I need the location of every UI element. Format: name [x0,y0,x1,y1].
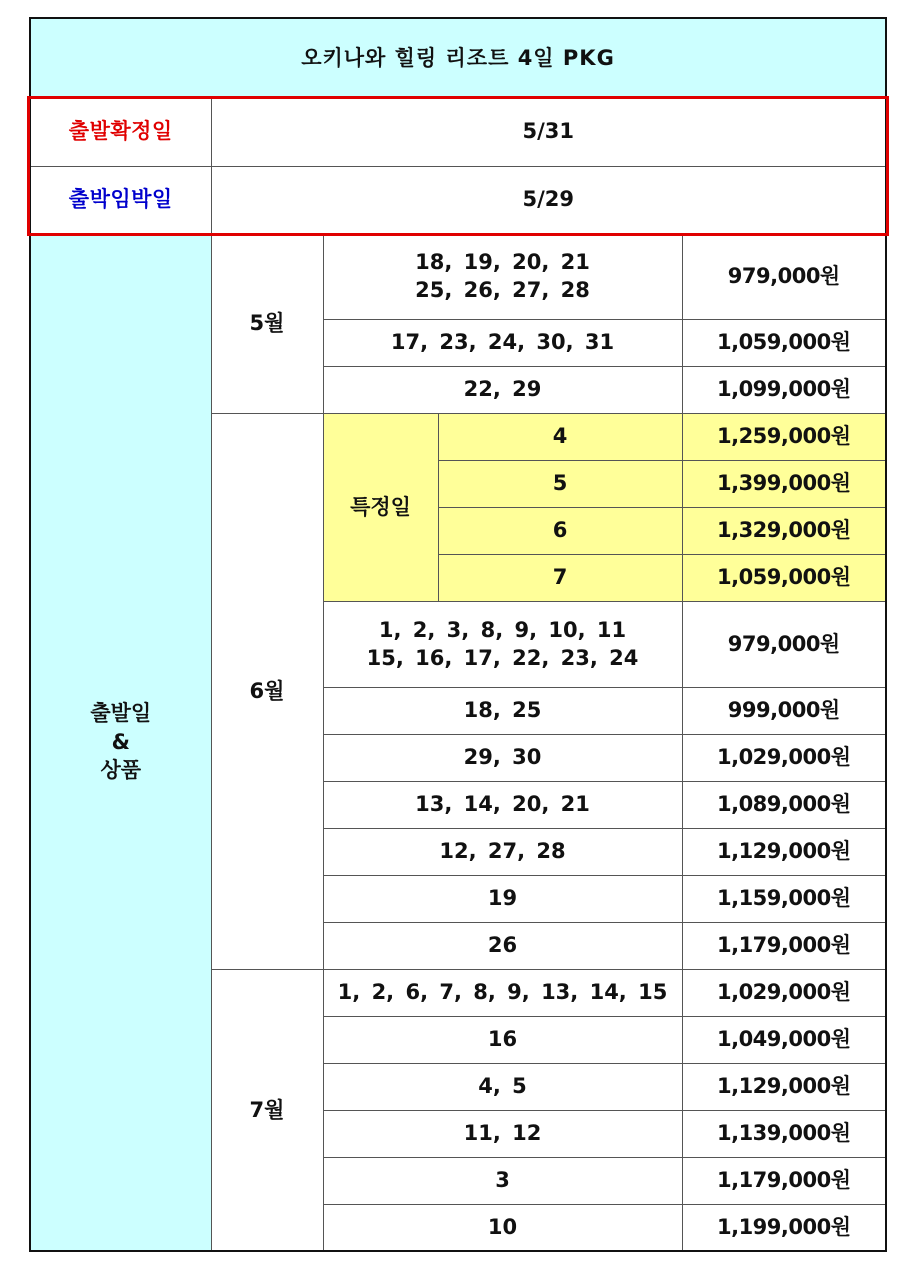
dates-cell: 18, 25 [323,687,682,734]
special-price: 1,259,000원 [682,413,886,460]
package-title: 오키나와 힐링 리조트 4일 PKG [30,18,886,97]
dates-cell: 29, 30 [323,734,682,781]
confirmed-value: 5/31 [211,97,886,166]
special-date: 5 [438,460,682,507]
dates-cell [323,601,682,687]
price-cell: 979,000원 [682,601,886,687]
dates-line: 18, 19, 20, 21 [415,249,590,274]
special-date: 7 [438,554,682,601]
dates-cell: 11, 12 [323,1110,682,1157]
dates-cell: 19 [323,875,682,922]
month-june: 6월 [211,413,323,969]
stay-label: 출박임박일 [30,166,211,233]
dates-cell: 10 [323,1204,682,1251]
dates-cell: 1, 2, 6, 7, 8, 9, 13, 14, 15 [323,969,682,1016]
price-cell: 979,000원 [682,233,886,319]
price-cell: 1,049,000원 [682,1016,886,1063]
dates-cell [323,233,682,319]
dates-cell: 3 [323,1157,682,1204]
price-cell: 1,199,000원 [682,1204,886,1251]
special-price: 1,059,000원 [682,554,886,601]
table-row [30,233,886,319]
dates-cell: 26 [323,922,682,969]
price-cell: 1,099,000원 [682,366,886,413]
dates-line: 25, 26, 27, 28 [415,278,590,302]
price-cell: 1,129,000원 [682,828,886,875]
side-label-line: 출발일 [90,701,152,726]
dates-cell: 16 [323,1016,682,1063]
confirmed-label: 출발확정일 [30,97,211,166]
dates-cell: 12, 27, 28 [323,828,682,875]
price-cell: 1,089,000원 [682,781,886,828]
dates-cell: 22, 29 [323,366,682,413]
dates-line: 15, 16, 17, 22, 23, 24 [366,646,639,670]
special-day-label: 특정일 [323,413,438,601]
side-label-line: 상품 [100,757,142,782]
price-table-container [29,17,885,1250]
side-label-line: & [111,729,130,754]
price-cell: 1,059,000원 [682,319,886,366]
dates-cell: 17, 23, 24, 30, 31 [323,319,682,366]
special-date: 6 [438,507,682,554]
price-cell: 1,159,000원 [682,875,886,922]
stay-value: 5/29 [211,166,886,233]
dates-cell: 4, 5 [323,1063,682,1110]
price-cell: 1,139,000원 [682,1110,886,1157]
price-cell: 1,029,000원 [682,734,886,781]
special-price: 1,399,000원 [682,460,886,507]
price-cell: 1,029,000원 [682,969,886,1016]
special-price: 1,329,000원 [682,507,886,554]
price-table [29,17,887,1252]
price-cell: 1,179,000원 [682,1157,886,1204]
month-july: 7월 [211,969,323,1251]
price-cell: 1,179,000원 [682,922,886,969]
special-date: 4 [438,413,682,460]
price-cell: 999,000원 [682,687,886,734]
price-cell: 1,129,000원 [682,1063,886,1110]
dates-cell: 13, 14, 20, 21 [323,781,682,828]
dates-line: 1, 2, 3, 8, 9, 10, 11 [378,617,627,642]
month-may: 5월 [211,233,323,413]
side-label [30,233,211,1251]
